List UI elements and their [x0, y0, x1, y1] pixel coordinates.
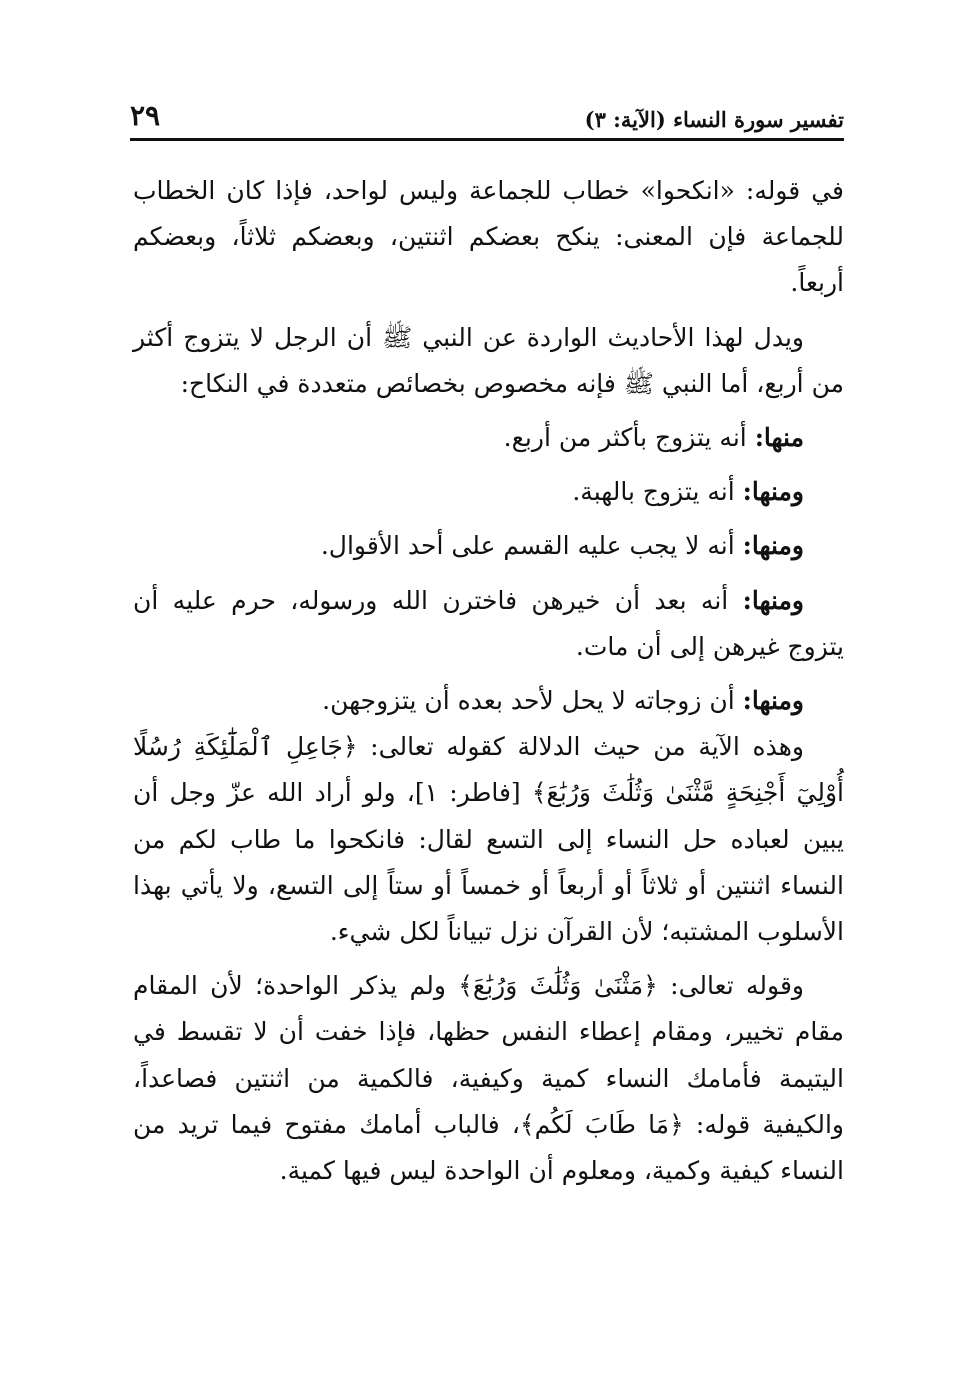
list-item	[133, 469, 844, 515]
paragraph-1: في قوله: «انكحوا» خطاب للجماعة وليس لواحد، فإذا كان الخطاب للجماعة فإن المعنى: ينكح بعضكم اثنتين، وبعضكم ثلاثاً، وبعضكم أربعاً.	[133, 176, 844, 298]
p4-before: وقوله تعالى:	[657, 971, 804, 1001]
item-lead: ومنها:	[742, 585, 804, 615]
body-text	[133, 168, 844, 1194]
item-text: أنه يتزوج بأكثر من أربع.	[503, 423, 755, 453]
item-text: أنه بعد أن خيرهن فاخترن الله ورسوله، حرم عليه أن يتزوج غيرهن إلى أن مات.	[133, 585, 844, 661]
item-text: أنه يتزوج بالهبة.	[572, 477, 743, 507]
list-item	[133, 523, 844, 569]
list-item	[133, 578, 844, 670]
p4-after: ، فالباب أمامك مفتوح فيما تريد من النساء كيفية وكمية، ومعلوم أن الواحدة ليس فيها كمية.	[133, 1109, 844, 1186]
quran-verse: ﴿جَاعِلِ ٱلْمَلَٰٓئِكَةِ رُسُلًا أُوْلِيٓ أَجْنِحَةٍ مَّثْنَىٰ وَثُلَٰثَ وَرُبَٰعَ﴾	[133, 732, 844, 808]
item-text: أن زوجاته لا يحل لأحد بعده أن يتزوجهن.	[322, 686, 743, 716]
item-lead: ومنها:	[742, 686, 804, 716]
p3-before: وهذه الآية من حيث الدلالة كقوله تعالى:	[357, 732, 804, 762]
quran-verse: ﴿مَثْنَىٰ وَثُلَٰثَ وَرُبَٰعَ﴾	[458, 971, 658, 1001]
running-title: تفسير سورة النساء (الآية: ٣)	[584, 107, 844, 132]
paragraph-4	[133, 963, 844, 1194]
list-item	[133, 415, 844, 461]
item-lead: ومنها:	[742, 477, 804, 507]
list-item	[133, 678, 844, 724]
item-text: أنه لا يجب عليه القسم على أحد الأقوال.	[320, 531, 743, 561]
p4-middle: ولم يذكر الواحدة؛ لأن المقام مقام تخيير، ومقام إعطاء النفس حظها، فإذا خفت أن لا تقسط في اليتيمة فأمامك النساء كمية وكيفية، فالكمية من اثنتين فصاعداً، والكيفية قوله:	[133, 971, 844, 1139]
page-number: ٢٩	[130, 99, 161, 132]
paragraph-3	[133, 724, 844, 955]
item-lead: منها:	[754, 423, 804, 453]
p3-after: [فاطر: ١]، ولو أراد الله عزّ وجل أن يبين لعباده حل النساء إلى التسع لقال: فانكحوا ما طاب لكم من النساء اثنتين أو ثلاثاً أو أربعاً أو خمساً أو ستاً إلى التسع، ولا يأتي بهذا الأسلوب المشتبه؛ لأن القرآن نزل تبياناً لكل شيء.	[133, 778, 844, 947]
quran-verse: ﴿مَا طَابَ لَكُم﴾	[519, 1109, 684, 1139]
page-header	[130, 88, 844, 141]
item-lead: ومنها:	[742, 531, 804, 561]
paragraph-2: ويدل لهذا الأحاديث الواردة عن النبي ﷺ أن الرجل لا يتزوج أكثر من أربع، أما النبي ﷺ فإنه مخصوص بخصائص متعددة في النكاح:	[133, 322, 844, 398]
